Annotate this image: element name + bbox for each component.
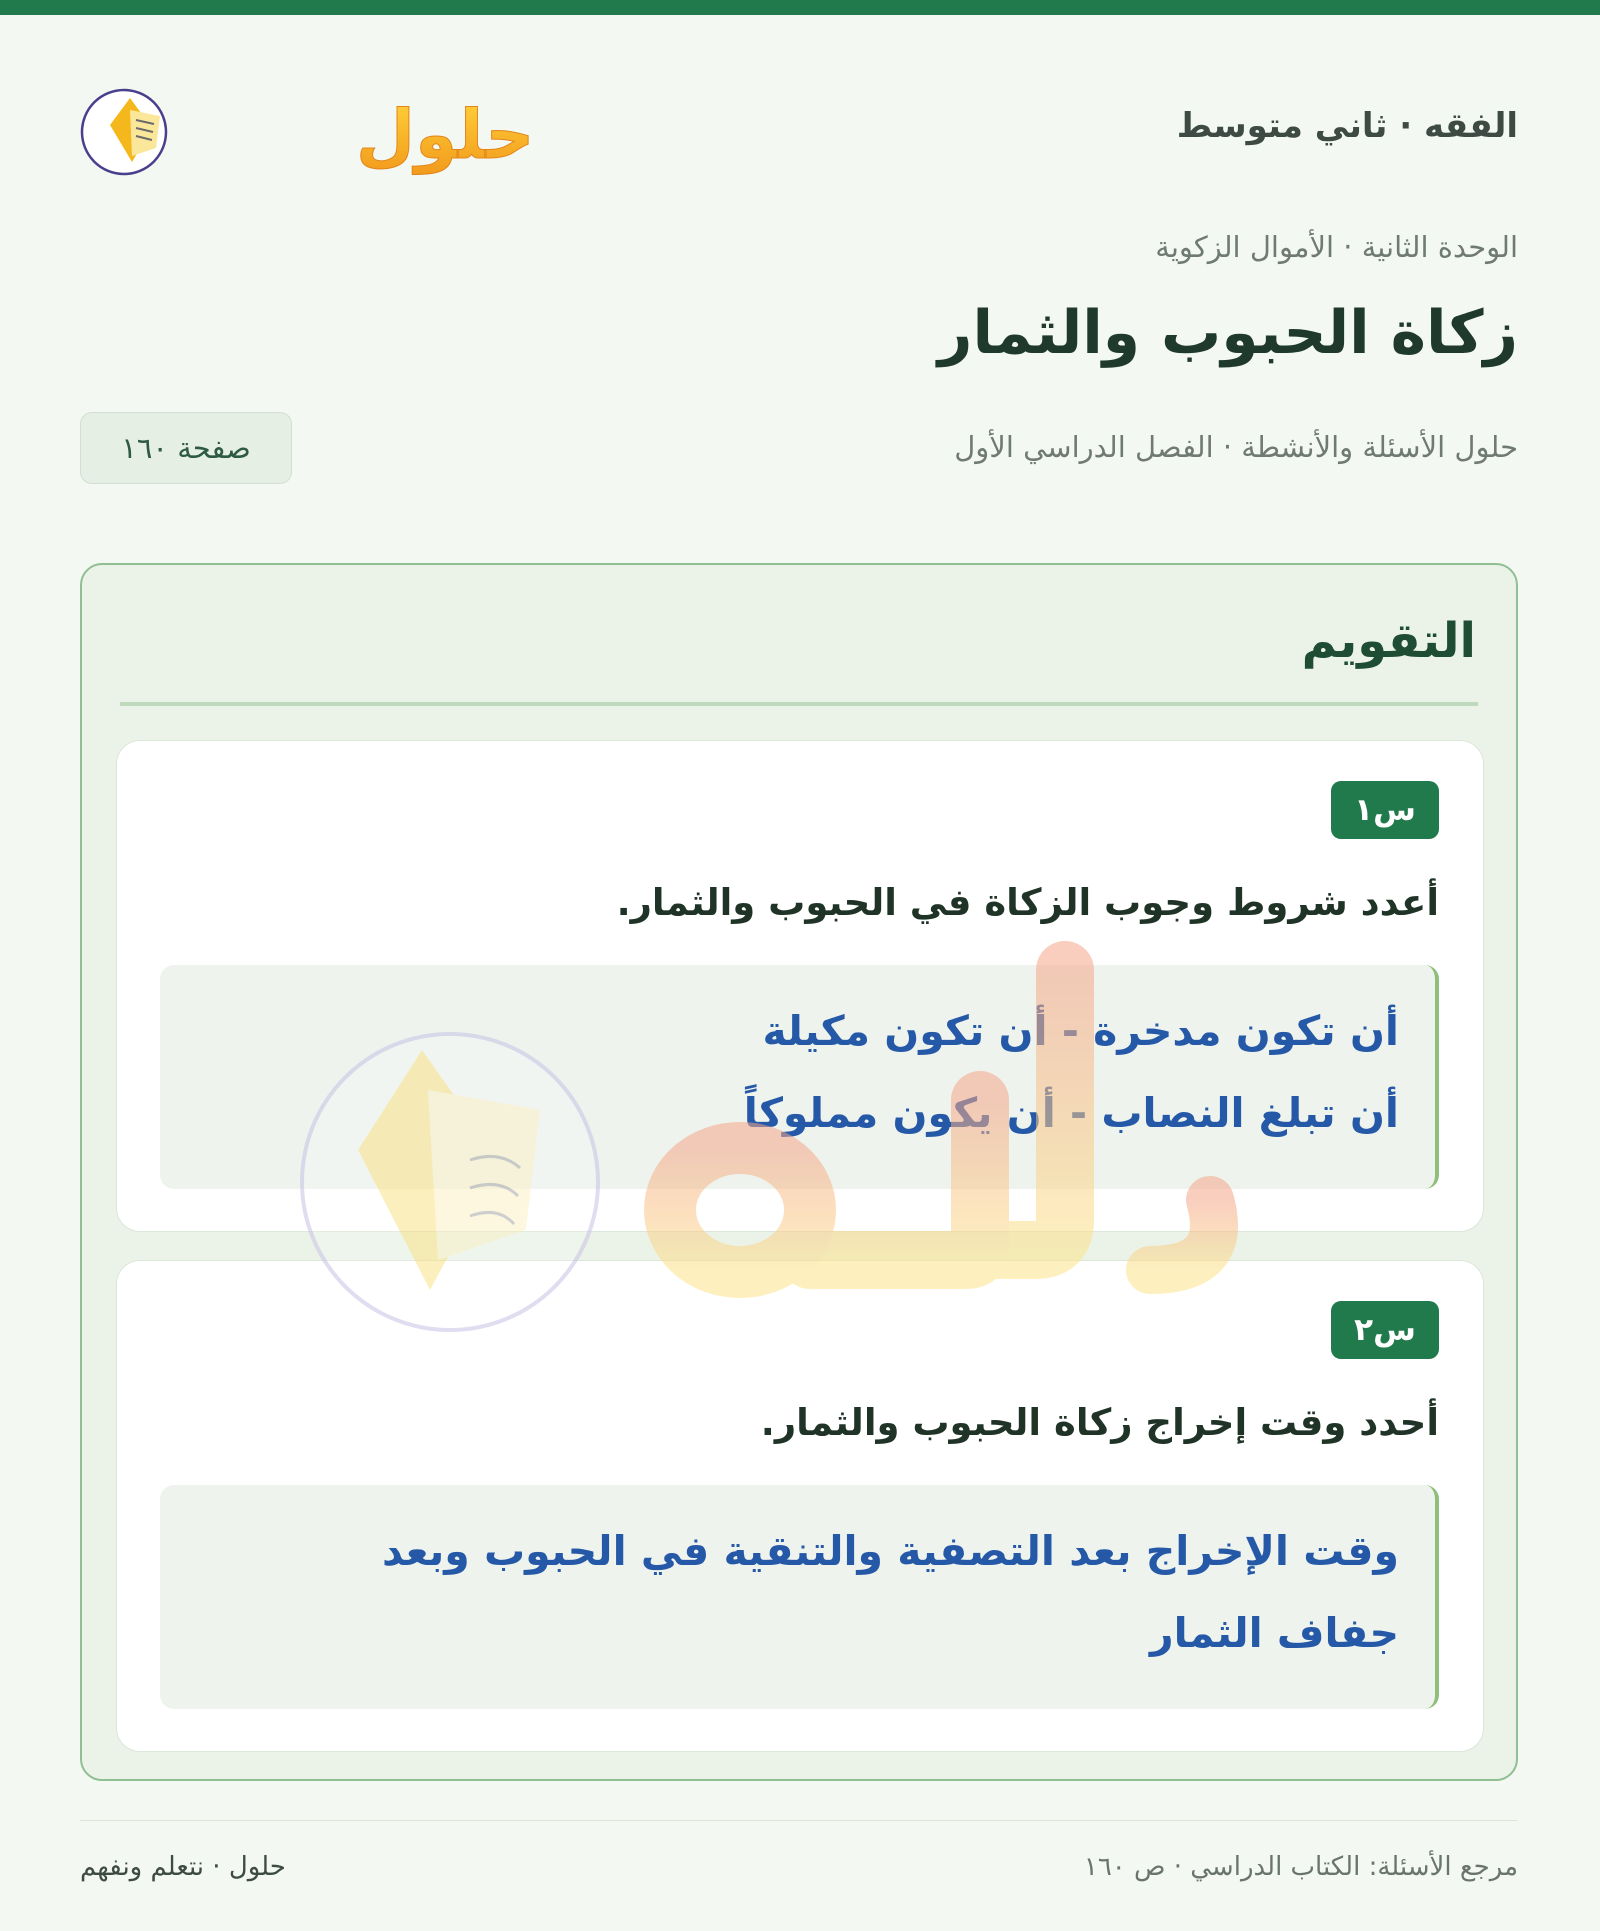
hulul-logo[interactable] xyxy=(80,70,535,180)
breadcrumb: الوحدة الثانية · الأموال الزكوية xyxy=(1155,230,1518,264)
subject-label: الفقه · ثاني متوسط xyxy=(1176,106,1518,146)
question-number-badge: س١ xyxy=(1331,781,1439,839)
page-number-badge: صفحة ١٦٠ xyxy=(80,412,292,484)
footer-reference: مرجع الأسئلة: الكتاب الدراسي · ص ١٦٠ xyxy=(1083,1852,1518,1882)
answer-box xyxy=(160,1485,1439,1709)
page-subtitle: حلول الأسئلة والأنشطة · الفصل الدراسي الأول xyxy=(954,430,1518,464)
question-card xyxy=(116,1260,1484,1752)
answer-box xyxy=(160,965,1439,1189)
question-text: أحدد وقت إخراج زكاة الحبوب والثمار. xyxy=(760,1401,1439,1444)
answer-line: وقت الإخراج بعد التصفية والتنقية في الحبوب وبعد xyxy=(382,1527,1399,1575)
question-number-badge: س٢ xyxy=(1331,1301,1439,1359)
footer-brand: حلول · نتعلم ونفهم xyxy=(80,1852,286,1882)
answer-line: جفاف الثمار xyxy=(1149,1609,1399,1657)
question-card xyxy=(116,740,1484,1232)
logo-wordmark: حلول xyxy=(356,96,535,175)
answer-line: أن تكون مدخرة - أن تكون مكيلة xyxy=(762,1007,1399,1055)
evaluation-heading: التقويم xyxy=(1301,613,1476,669)
page-header xyxy=(80,70,1518,180)
section-divider xyxy=(120,702,1478,706)
answer-line: أن تبلغ النصاب - أن يكون مملوكاً xyxy=(743,1089,1399,1137)
question-text: أعدد شروط وجوب الزكاة في الحبوب والثمار. xyxy=(616,881,1439,924)
page-title: زكاة الحبوب والثمار xyxy=(937,298,1518,368)
top-accent-bar xyxy=(0,0,1600,15)
evaluation-section xyxy=(80,563,1518,1781)
footer-divider xyxy=(80,1820,1518,1821)
